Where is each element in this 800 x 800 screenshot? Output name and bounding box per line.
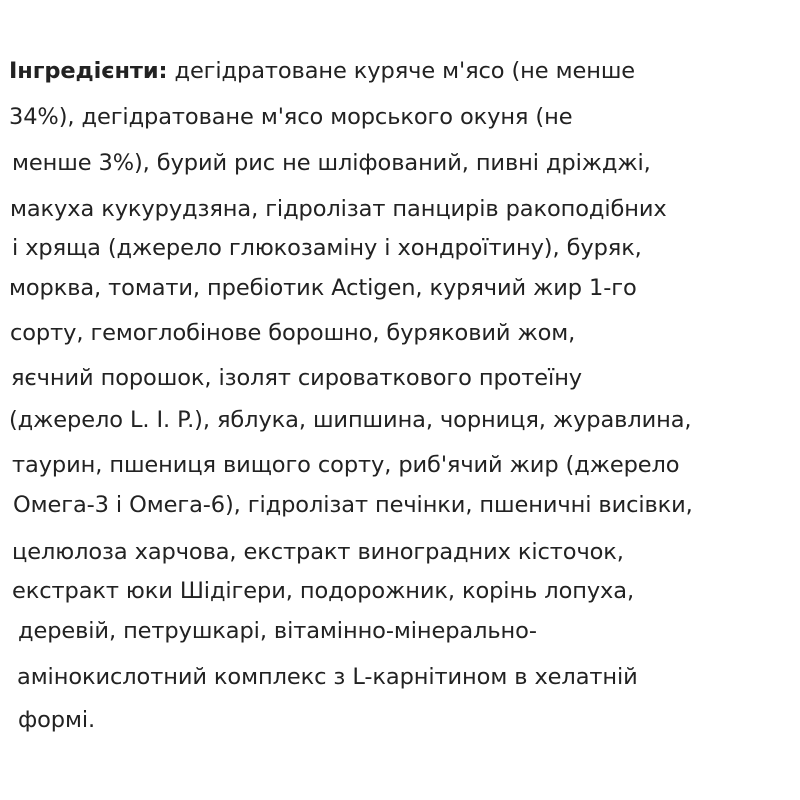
ingredients-line-13: екстракт юки Шідігери, подорожник, корінь лопуха,: [12, 578, 635, 604]
ingredients-line-2: 34%), дегідратоване м'ясо морського окуня (не: [9, 104, 573, 130]
ingredients-line-9: (джерело L. I. P.), яблука, шипшина, чорниця, журавлина,: [9, 407, 692, 433]
ingredients-line-15: амінокислотний комплекс з L-карнітином в хелатній: [17, 664, 638, 690]
ingredients-line-1-text: дегідратоване куряче м'ясо (не менше: [174, 58, 636, 84]
ingredients-line-16: формі.: [18, 707, 96, 733]
ingredients-line-5: і хряща (джерело глюкозаміну і хондроїтину), буряк,: [12, 235, 642, 261]
ingredients-line-11: Омега-3 і Омега-6), гідролізат печінки, пшеничні висівки,: [13, 492, 693, 518]
ingredients-label: Інгредієнти:: [9, 58, 168, 84]
ingredients-line-6: морква, томати, пребіотик Actigen, курячий жир 1-го: [9, 275, 637, 301]
ingredients-line-8: яєчний порошок, ізолят сироваткового протеїну: [11, 365, 583, 391]
ingredients-line-14: деревій, петрушкарі, вітамінно-мінерально-: [18, 618, 537, 644]
ingredients-line-12: целюлоза харчова, екстракт виноградних кісточок,: [12, 539, 624, 565]
ingredients-line-1: [9, 56, 635, 86]
ingredients-line-10: таурин, пшениця вищого сорту, риб'ячий жир (джерело: [12, 452, 680, 478]
ingredients-line-4: макуха кукурудзяна, гідролізат панцирів ракоподібних: [10, 196, 667, 222]
ingredients-line-7: сорту, гемоглобінове борошно, буряковий жом,: [10, 320, 576, 346]
ingredients-line-3: менше 3%), бурий рис не шліфований, пивні дріжджі,: [12, 150, 651, 176]
